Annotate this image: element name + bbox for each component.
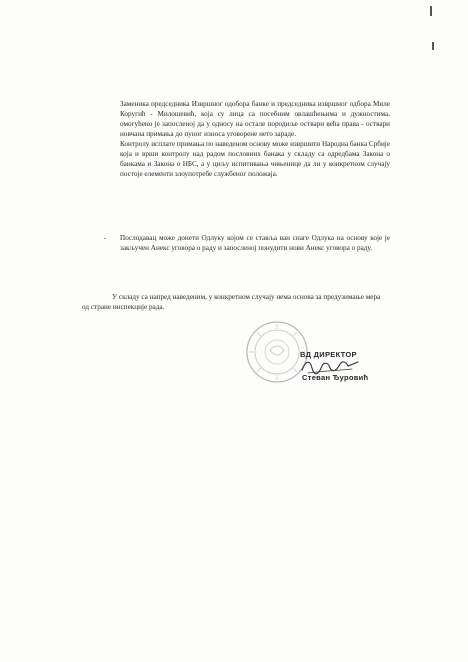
conclusion-line-2: од стране инспекције рада. (82, 303, 165, 311)
body-block-1 (120, 99, 390, 179)
scan-edge-mark (432, 42, 434, 50)
paragraph-award: Заменика председника Извршног одобора банке и председника извршног одбора Миле Коругић - Милошевић, која су лица са посебним овлашћењима и дужностима, омогућено је запосленој да у односу на остале породиље оствари већа права - оствари новчана примања до пуног износа уговорене нето зараде. (120, 100, 390, 138)
scan-edge-mark (430, 6, 432, 16)
signatory-name: Стеван Ђуровић (302, 373, 369, 382)
signatory-title: ВД ДИРЕКТОР (300, 350, 357, 359)
bullet-dash: - (104, 234, 107, 242)
conclusion (82, 292, 400, 312)
paragraph-control: Контролу исплате примања по наведеном основу може извршити Народна банка Србије која и врши контролу над радом пословних банака у складу са одредбама Закона о банкама и Закона о НБС, а у циљу испитивања чињенице да ли у конкретном случају постоје елементи злоупотребе службеног положаја. (120, 140, 390, 178)
conclusion-line-1: У складу са напред наведеним, у конкретном случају нема основа за предузимање мера (112, 293, 381, 301)
bullet-text: Послодавац може донети Одлуку којом се ставља ван снаге Одлука на основу које је закључен Анекс уговора о раду и запосленој понудити нови Анекс уговора о раду. (120, 234, 390, 252)
